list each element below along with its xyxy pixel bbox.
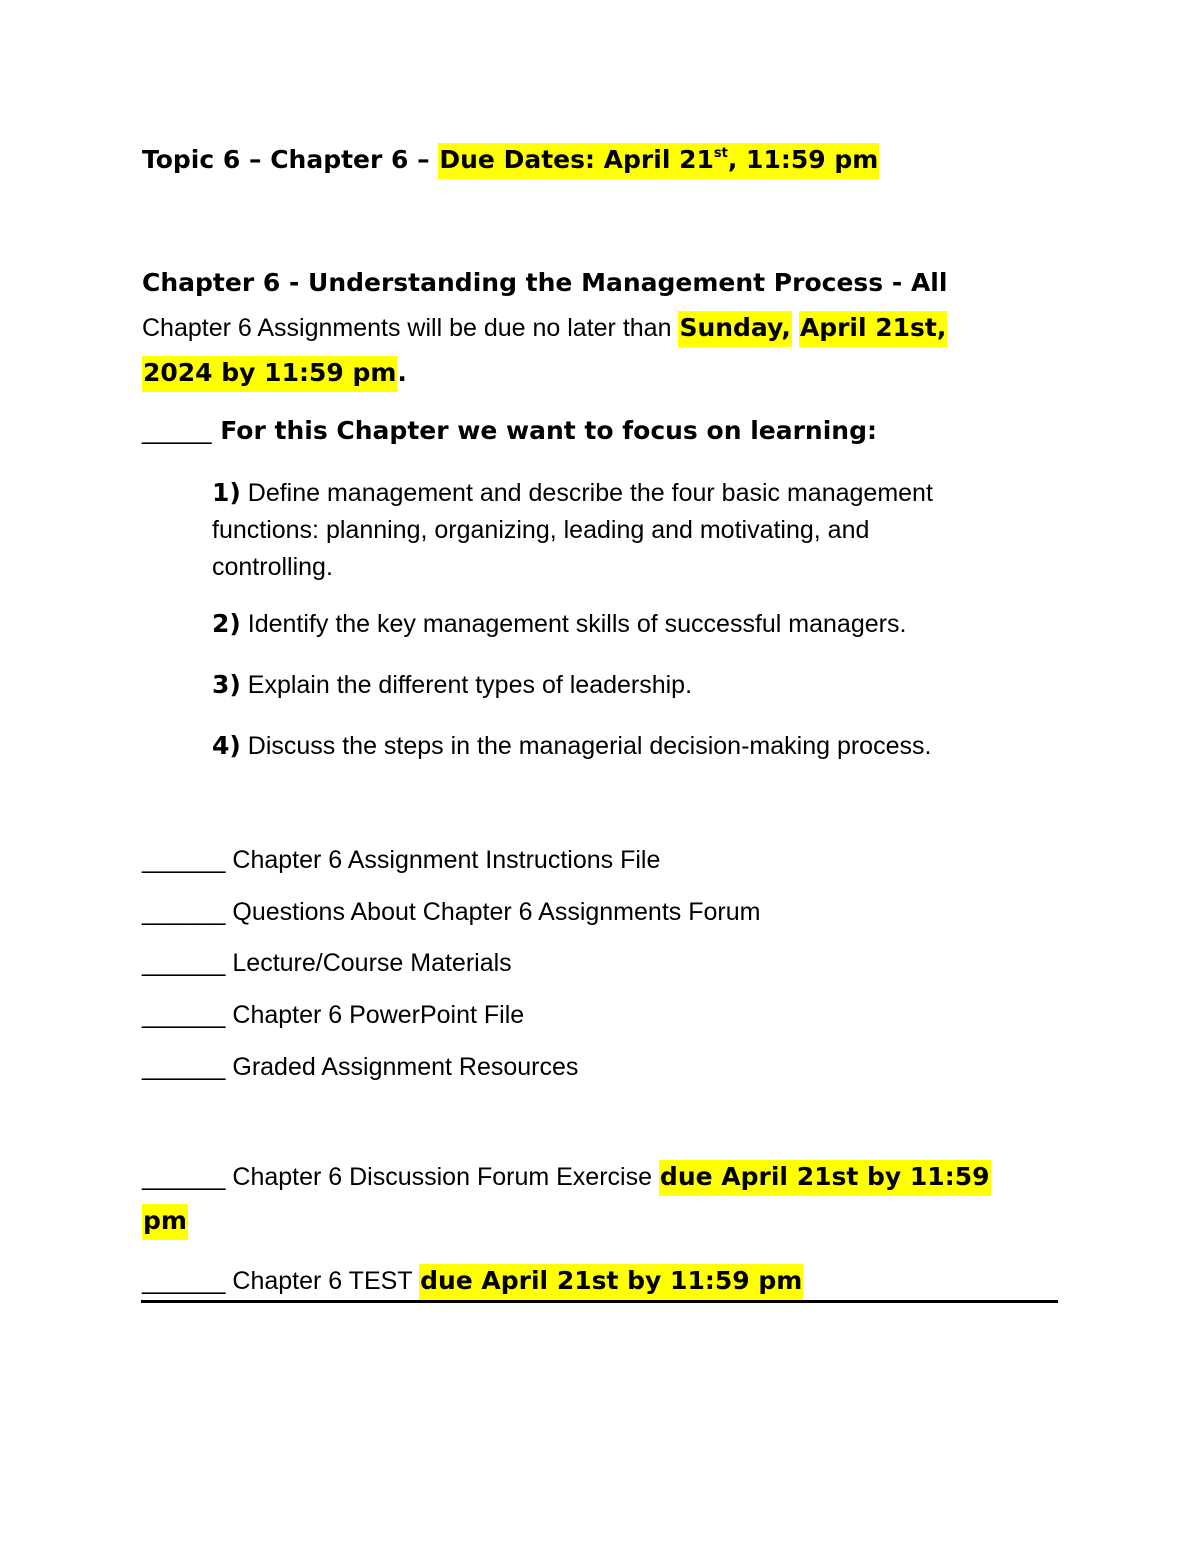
focus-heading-text: For this Chapter we want to focus on learning: bbox=[211, 416, 877, 445]
checklist-item bbox=[142, 951, 512, 976]
checklist-item bbox=[142, 1003, 524, 1028]
checklist-item-label: Questions About Chapter 6 Assignments Forum bbox=[225, 898, 761, 926]
checklist-blank: ______ bbox=[142, 1053, 226, 1081]
objective-1-line-2: functions: planning, organizing, leading and motivating, and bbox=[212, 516, 870, 544]
chapter-due-day: Sunday, bbox=[678, 311, 791, 347]
test-label: Chapter 6 TEST bbox=[225, 1267, 420, 1295]
objective-1 bbox=[212, 480, 933, 506]
focus-heading bbox=[142, 418, 877, 444]
objective-2 bbox=[212, 611, 906, 637]
topic-prefix: Topic 6 – Chapter 6 – bbox=[142, 145, 439, 174]
chapter-title: Chapter 6 - Understanding the Management Process - All bbox=[142, 268, 948, 297]
objective-text: Discuss the steps in the managerial decision-making process. bbox=[240, 732, 932, 760]
checklist-item bbox=[142, 848, 660, 873]
discussion-forum-item bbox=[142, 1164, 991, 1190]
checklist-item-label: Graded Assignment Resources bbox=[225, 1053, 579, 1081]
topic-due-label: Due Dates: April 21 bbox=[439, 145, 714, 174]
topic-due-time: , 11:59 pm bbox=[727, 145, 879, 174]
chapter-due-intro: Chapter 6 Assignments will be due no later than bbox=[142, 314, 679, 342]
checklist-blank: ______ bbox=[142, 1001, 226, 1029]
objective-number: 3) bbox=[212, 670, 241, 699]
checklist-item-label: Chapter 6 PowerPoint File bbox=[225, 1001, 525, 1029]
chapter-due-sentence bbox=[142, 315, 947, 341]
focus-blank: _____ bbox=[142, 417, 212, 445]
objective-number: 2) bbox=[212, 609, 241, 638]
topic-heading bbox=[142, 147, 879, 172]
checklist-blank: ______ bbox=[142, 1163, 226, 1191]
discussion-forum-due: due April 21st by 11:59 bbox=[659, 1160, 991, 1196]
discussion-forum-label: Chapter 6 Discussion Forum Exercise bbox=[225, 1163, 659, 1191]
chapter-due-date: April 21st, bbox=[799, 311, 948, 347]
bottom-rule bbox=[141, 1300, 1058, 1303]
objective-text: Define management and describe the four basic management bbox=[240, 479, 933, 507]
test-item bbox=[142, 1268, 803, 1294]
test-due: due April 21st by 11:59 pm bbox=[419, 1264, 803, 1300]
objective-3 bbox=[212, 672, 692, 698]
checklist-blank: ______ bbox=[142, 1267, 226, 1295]
checklist-blank: ______ bbox=[142, 846, 226, 874]
checklist-item-label: Chapter 6 Assignment Instructions File bbox=[225, 846, 661, 874]
objective-4 bbox=[212, 733, 931, 759]
checklist-blank: ______ bbox=[142, 898, 226, 926]
checklist-item-label: Lecture/Course Materials bbox=[225, 949, 512, 977]
discussion-forum-due-cont: pm bbox=[142, 1204, 188, 1240]
topic-due-highlight bbox=[438, 143, 879, 179]
objective-number: 1) bbox=[212, 478, 241, 507]
chapter-due-period: . bbox=[397, 358, 407, 387]
chapter-due-sentence-cont bbox=[142, 360, 407, 386]
discussion-forum-item-cont bbox=[142, 1208, 188, 1234]
checklist-item bbox=[142, 900, 760, 925]
checklist-item bbox=[142, 1055, 578, 1080]
objective-1-line-3: controlling. bbox=[212, 553, 333, 581]
chapter-due-year-time: 2024 by 11:59 pm bbox=[142, 356, 397, 392]
objective-text: Explain the different types of leadership. bbox=[240, 671, 693, 699]
objective-text: Identify the key management skills of successful managers. bbox=[240, 610, 907, 638]
topic-due-superscript: st bbox=[713, 146, 728, 161]
checklist-blank: ______ bbox=[142, 949, 226, 977]
objective-number: 4) bbox=[212, 731, 241, 760]
